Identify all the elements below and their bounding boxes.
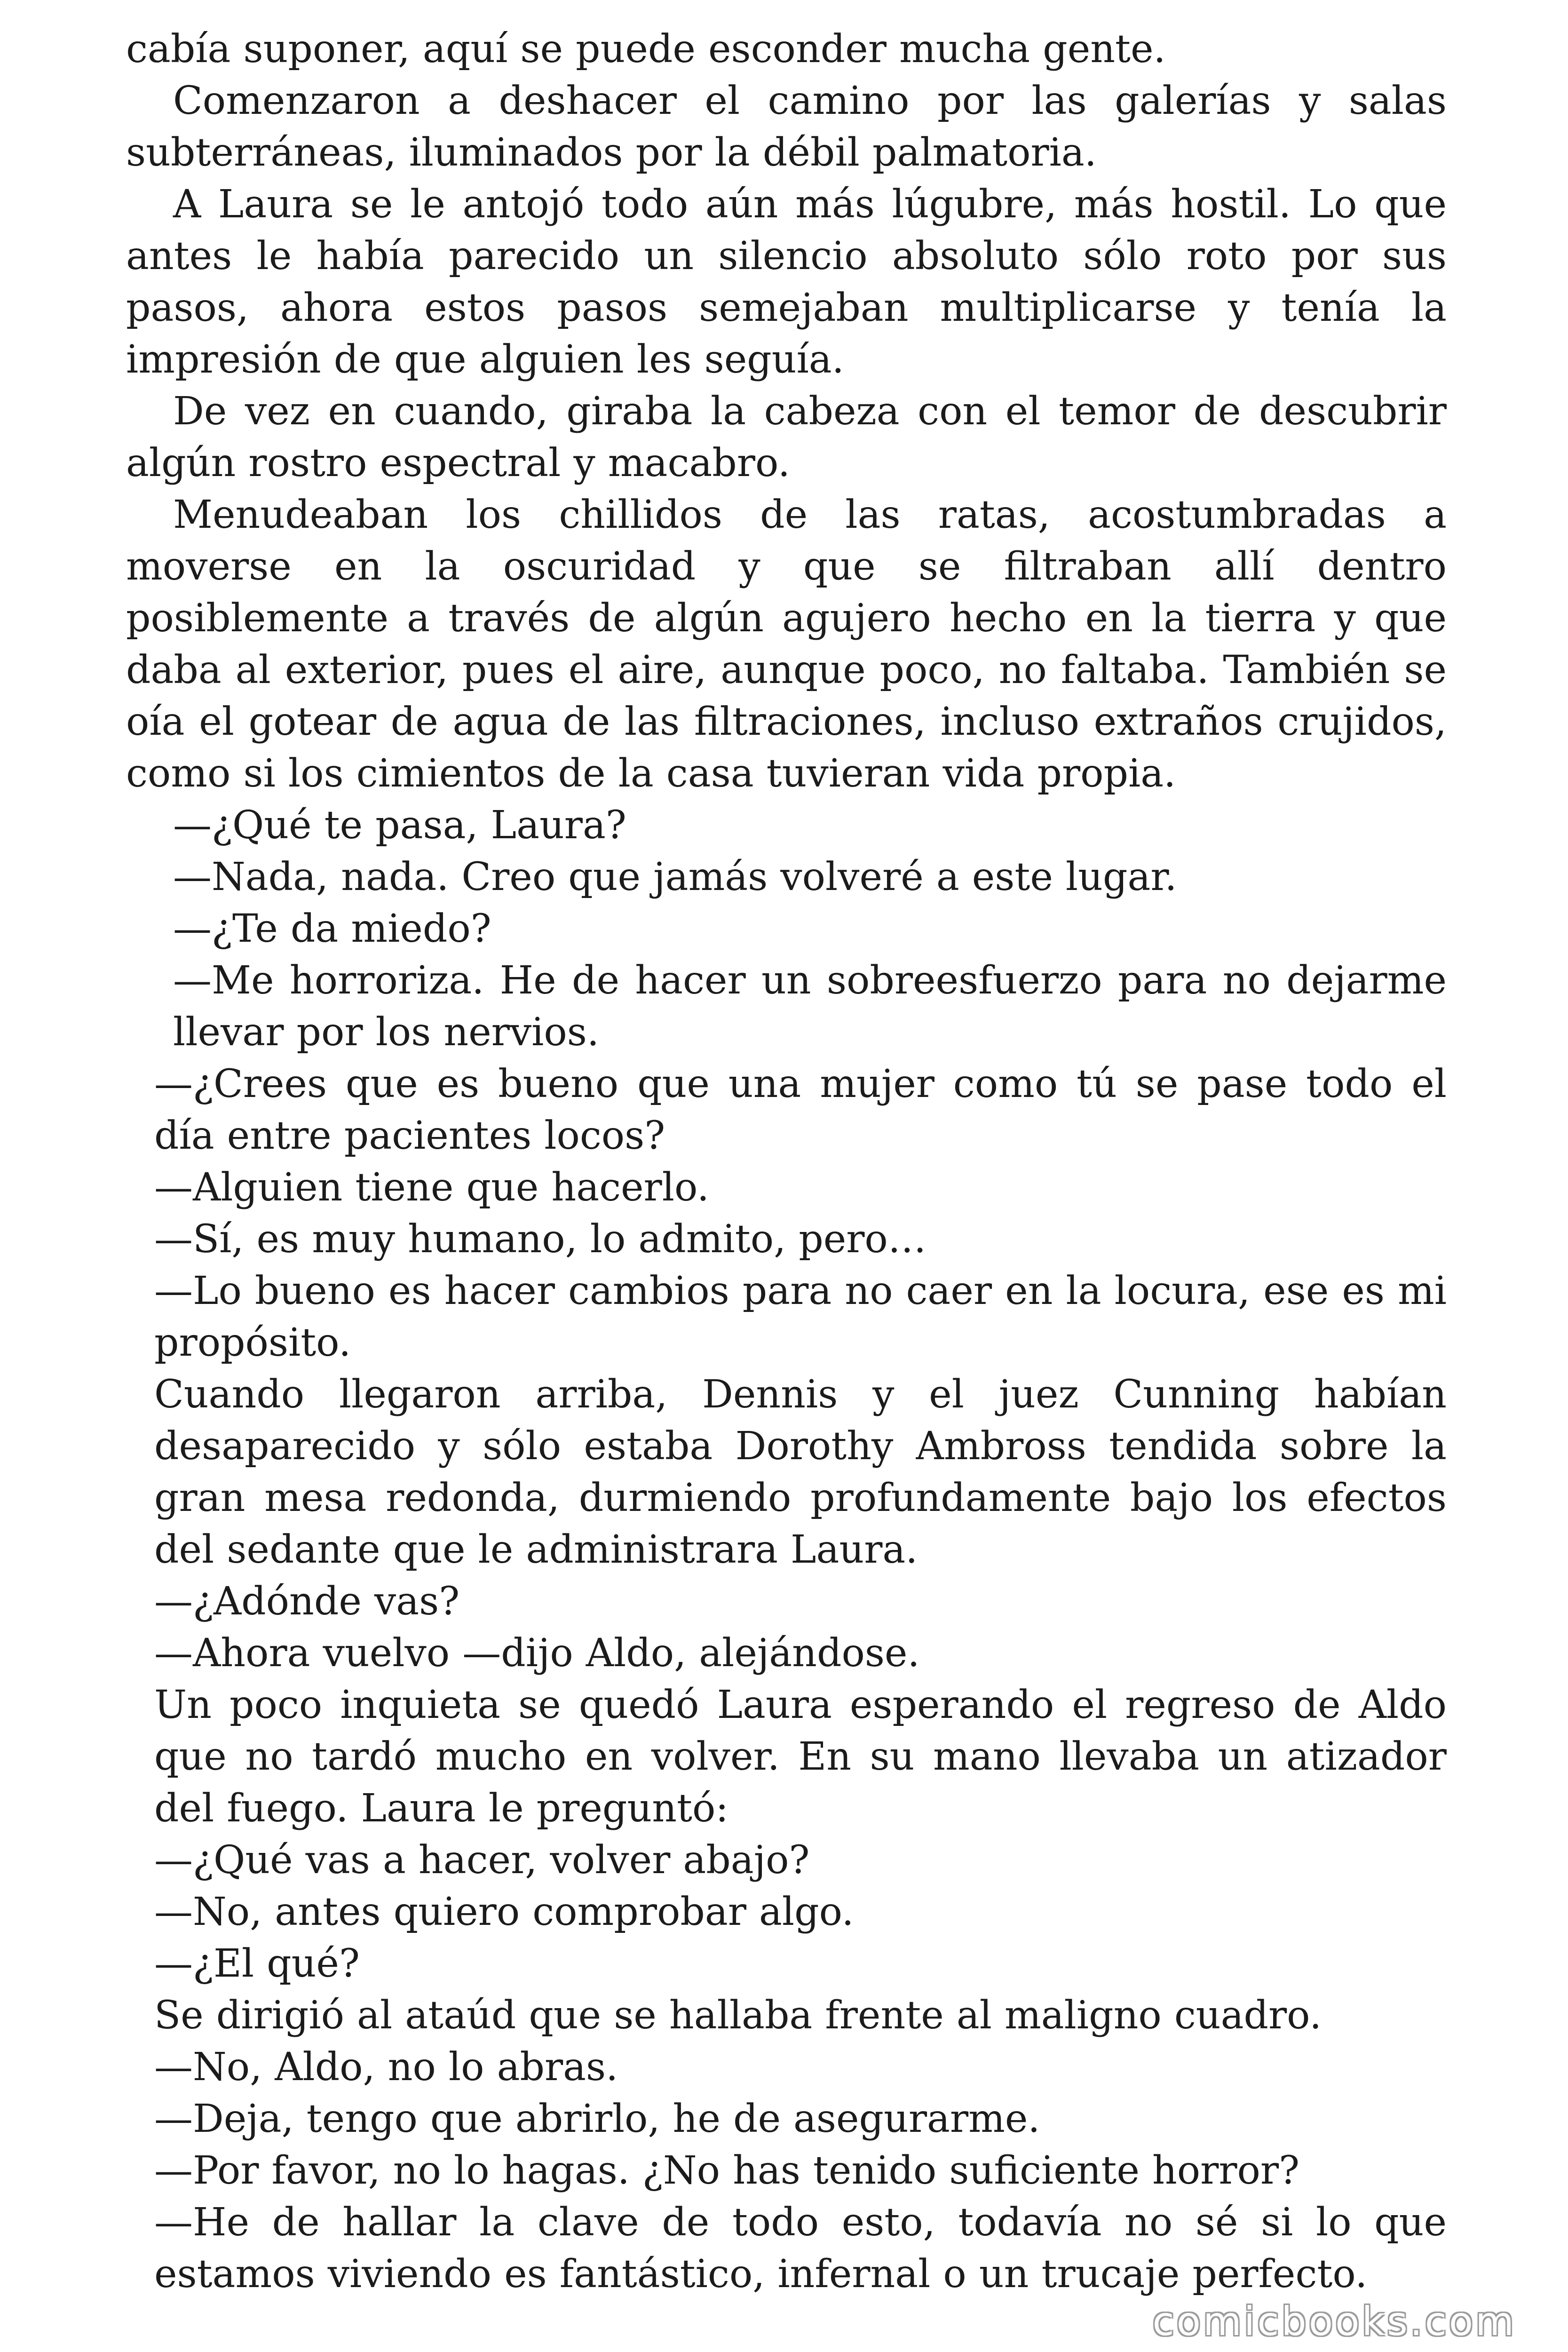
paragraph-4: Menudeaban los chillidos de las ratas, acostumbradas a moverse en la oscuridad y que se filtraban allí dentro posiblemente a través de algún agujero hecho en la tierra y que daba al exterior, pues el aire, aunque poco, no faltaba. También se oía el gotear de agua de las filtraciones, incluso extraños crujidos, como si los cimientos de la casa tuvieran vida propia.: [126, 493, 1447, 796]
dialogue-line-12: —Lo bueno es hacer cambios para no caer en la locura, ese es mi propósito.: [154, 1269, 1447, 1365]
paragraph-2: A Laura se le antojó todo aún más lúgubre, más hostil. Lo que antes le había parecido un silencio absoluto sólo roto por sus pasos, ahora estos pasos semejaban multiplicarse y tenía la impresión de que alguien les seguía.: [126, 182, 1447, 382]
dialogue-line-10: —Alguien tiene que hacerlo.: [154, 1165, 709, 1210]
dialogue-line-18: —No, antes quiero comprobar algo.: [154, 1890, 854, 1934]
dialogue-line-6: —Nada, nada. Creo que jamás volveré a este lugar.: [173, 855, 1177, 899]
dialogue-line-19: —¿El qué?: [154, 1941, 360, 1986]
dialogue-line-11: —Sí, es muy humano, lo admito, pero…: [154, 1217, 927, 1262]
dialogue-line-21: —No, Aldo, no lo abras.: [154, 2045, 618, 2090]
dialogue-line-14: —¿Adónde vas?: [154, 1579, 460, 1624]
paragraph-1: Comenzaron a deshacer el camino por las galerías y salas subterráneas, iluminados por la débil palmatoria.: [126, 79, 1447, 175]
dialogue-line-23: —Por favor, no lo hagas. ¿No has tenido suficiente horror?: [154, 2148, 1300, 2193]
paragraph-13: Cuando llegaron arriba, Dennis y el juez Cunning habían desaparecido y sólo estaba Dorothy Ambross tendida sobre la gran mesa redonda, durmiendo profundamente bajo los efectos del sedante que le administrara Laura.: [154, 1372, 1447, 1572]
dialogue-line-9: —¿Crees que es bueno que una mujer como tú se pase todo el día entre pacientes locos?: [154, 1062, 1447, 1158]
dialogue-line-17: —¿Qué vas a hacer, volver abajo?: [154, 1838, 810, 1883]
watermark-text: comicbooks.com: [1152, 2298, 1516, 2344]
paragraph-20: Se dirigió al ataúd que se hallaba frente al maligno cuadro.: [154, 1993, 1322, 2038]
dialogue-line-5: —¿Qué te pasa, Laura?: [173, 803, 626, 848]
paragraph-0: cabía suponer, aquí se puede esconder mucha gente.: [126, 27, 1166, 72]
dialogue-line-15: —Ahora vuelvo —dijo Aldo, alejándose.: [154, 1631, 920, 1676]
dialogue-line-7: —¿Te da miedo?: [173, 906, 491, 951]
page-text: [126, 24, 1447, 2300]
dialogue-line-24: —He de hallar la clave de todo esto, todavía no sé si lo que estamos viviendo es fantástico, infernal o un trucaje perfecto.: [154, 2200, 1447, 2296]
paragraph-3: De vez en cuando, giraba la cabeza con el temor de descubrir algún rostro espectral y macabro.: [126, 389, 1447, 485]
dialogue-line-22: —Deja, tengo que abrirlo, he de asegurarme.: [154, 2097, 1040, 2141]
dialogue-line-8: —Me horroriza. He de hacer un sobreesfuerzo para no dejarme llevar por los nervios.: [173, 958, 1447, 1055]
paragraph-16: Un poco inquieta se quedó Laura esperando el regreso de Aldo que no tardó mucho en volver. En su mano llevaba un atizador del fuego. Laura le preguntó:: [154, 1683, 1447, 1831]
